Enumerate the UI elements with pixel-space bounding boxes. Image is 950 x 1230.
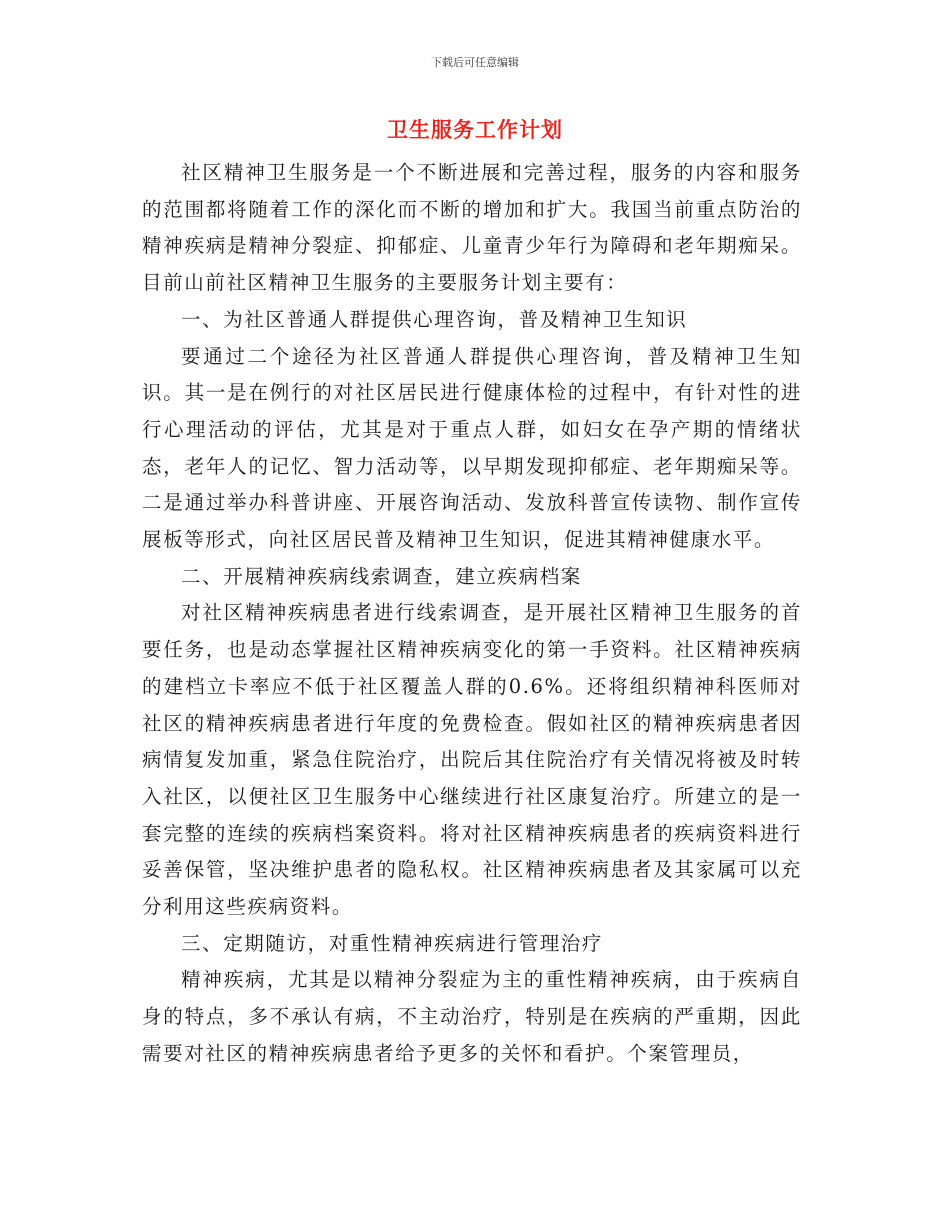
document-body [142, 155, 802, 1073]
section-3-paragraph: 精神疾病，尤其是以精神分裂症为主的重性精神疾病，由于疾病自身的特点，多不承认有病，不主动治疗，特别是在疾病的严重期，因此需要对社区的精神疾病患者给予更多的关怀和看护。个案管理员， [142, 968, 802, 1065]
section-2-paragraph: 对社区精神疾病患者进行线索调查，是开展社区精神卫生服务的首要任务，也是动态掌握社区精神疾病变化的第一手资料。社区精神疾病的建档立卡率应不低于社区覆盖人群的0.6%。还将组织精神科医师对社区的精神疾病患者进行年度的免费检查。假如社区的精神疾病患者因病情复发加重，紧急住院治疗，出院后其住院治疗有关情况将被及时转入社区，以便社区卫生服务中心继续进行社区康复治疗。所建立的是一套完整的连续的疾病档案资料。将对社区精神疾病患者的疾病资料进行妥善保管，坚决维护患者的隐私权。社区精神疾病患者及其家属可以充分利用这些疾病资料。 [142, 601, 802, 919]
intro-paragraph: 社区精神卫生服务是一个不断进展和完善过程，服务的内容和服务的范围都将随着工作的深化而不断的增加和扩大。我国当前重点防治的精神疾病是精神分裂症、抑郁症、儿童青少年行为障碍和老年期痴呆。目前山前社区精神卫生服务的主要服务计划主要有： [142, 161, 802, 295]
section-heading-3: 三、定期随访，对重性精神疾病进行管理治疗 [181, 931, 604, 955]
section-heading-1: 一、为社区普通人群提供心理咨询，普及精神卫生知识 [181, 307, 688, 331]
section-heading-2: 二、开展精神疾病线索调查，建立疾病档案 [181, 564, 582, 588]
section-1-paragraph: 要通过二个途径为社区普通人群提供心理咨询，普及精神卫生知识。其一是在例行的对社区居民进行健康体检的过程中，有针对性的进行心理活动的评估，尤其是对于重点人群，如妇女在孕产期的情绪状态，老年人的记忆、智力活动等，以早期发现抑郁症、老年期痴呆等。二是通过举办科普讲座、开展咨询活动、发放科普宣传读物、制作宣传展板等形式，向社区居民普及精神卫生知识，促进其精神健康水平。 [142, 344, 802, 552]
document-title: 卫生服务工作计划 [387, 118, 563, 142]
header-note: 下载后可任意编辑 [431, 56, 519, 69]
